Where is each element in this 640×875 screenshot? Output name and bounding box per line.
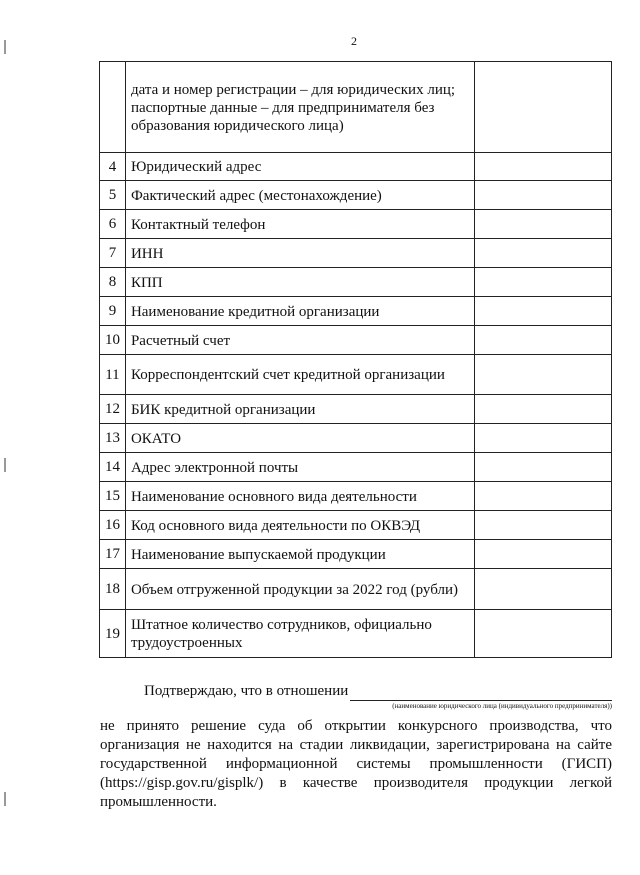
row-value-field[interactable] <box>474 482 611 511</box>
table-row <box>100 395 612 424</box>
confirmation-lead-line <box>100 682 612 710</box>
confirmation-body: не принято решение суда об открытии конкурсного производства, что организация не находится на стадии ликвидации, зарегистрирована на сайте государственной информационной системы промышленности (ГИСП) (https://gisp.gov.ru/gisplk/) в качестве производителя продукции легкой промышленности. <box>100 718 612 810</box>
table-row <box>100 153 612 181</box>
table-row <box>100 511 612 540</box>
page-number: 2 <box>351 34 357 48</box>
table-row <box>100 297 612 326</box>
row-label: Наименование выпускаемой продукции <box>125 540 474 569</box>
row-value-field[interactable] <box>474 153 611 181</box>
table-row <box>100 210 612 239</box>
table-row <box>100 424 612 453</box>
row-number: 9 <box>100 297 126 326</box>
row-label: Адрес электронной почты <box>125 453 474 482</box>
questionnaire-table <box>99 61 612 658</box>
row-label: ОКАТО <box>125 424 474 453</box>
row-value-field[interactable] <box>474 511 611 540</box>
row-number: 13 <box>100 424 126 453</box>
organization-name-caption: (наименование юридического лица (индивидуального предпринимателя)) <box>392 702 612 710</box>
table-row <box>100 326 612 355</box>
row-value-field[interactable] <box>474 355 611 395</box>
row-number: 15 <box>100 482 126 511</box>
table-row <box>100 482 612 511</box>
confirmation-lead: Подтверждаю, что в отношении <box>144 683 349 699</box>
row-value-field[interactable] <box>474 239 611 268</box>
table-row <box>100 610 612 658</box>
row-value-field[interactable] <box>474 62 611 153</box>
organization-name-blank[interactable] <box>350 683 612 710</box>
row-label: Юридический адрес <box>125 153 474 181</box>
row-label: Объем отгруженной продукции за 2022 год (рубли) <box>125 569 474 610</box>
row-label: Корреспондентский счет кредитной организации <box>125 355 474 395</box>
row-value-field[interactable] <box>474 424 611 453</box>
row-label: КПП <box>125 268 474 297</box>
row-number: 14 <box>100 453 126 482</box>
table-row <box>100 569 612 610</box>
row-value-field[interactable] <box>474 210 611 239</box>
row-value-field[interactable] <box>474 540 611 569</box>
row-value-field[interactable] <box>474 326 611 355</box>
row-number: 5 <box>100 181 126 210</box>
row-number: 16 <box>100 511 126 540</box>
row-number: 7 <box>100 239 126 268</box>
table-row <box>100 62 612 153</box>
row-value-field[interactable] <box>474 181 611 210</box>
table-row <box>100 355 612 395</box>
row-label: Фактический адрес (местонахождение) <box>125 181 474 210</box>
scan-edge-mark <box>4 458 6 472</box>
scan-edge-mark <box>4 792 6 806</box>
row-value-field[interactable] <box>474 268 611 297</box>
row-number: 18 <box>100 569 126 610</box>
row-label: ИНН <box>125 239 474 268</box>
row-number: 8 <box>100 268 126 297</box>
table-row <box>100 239 612 268</box>
row-label: Наименование основного вида деятельности <box>125 482 474 511</box>
row-number: 10 <box>100 326 126 355</box>
row-value-field[interactable] <box>474 569 611 610</box>
row-number: 6 <box>100 210 126 239</box>
row-number: 11 <box>100 355 126 395</box>
row-label: дата и номер регистрации – для юридических лиц; паспортные данные – для предпринимателя без образования юридического лица) <box>125 62 474 153</box>
row-number: 12 <box>100 395 126 424</box>
row-number: 17 <box>100 540 126 569</box>
table-row <box>100 540 612 569</box>
row-number: 19 <box>100 610 126 658</box>
row-label: Код основного вида деятельности по ОКВЭД <box>125 511 474 540</box>
row-number <box>100 62 126 153</box>
row-value-field[interactable] <box>474 297 611 326</box>
row-label: Штатное количество сотрудников, официально трудоустроенных <box>125 610 474 658</box>
confirmation-block <box>100 682 612 812</box>
row-label: Расчетный счет <box>125 326 474 355</box>
row-label: Наименование кредитной организации <box>125 297 474 326</box>
table-row <box>100 453 612 482</box>
row-value-field[interactable] <box>474 610 611 658</box>
table-row <box>100 181 612 210</box>
row-value-field[interactable] <box>474 395 611 424</box>
row-number: 4 <box>100 153 126 181</box>
row-label: БИК кредитной организации <box>125 395 474 424</box>
row-value-field[interactable] <box>474 453 611 482</box>
row-label: Контактный телефон <box>125 210 474 239</box>
table-row <box>100 268 612 297</box>
